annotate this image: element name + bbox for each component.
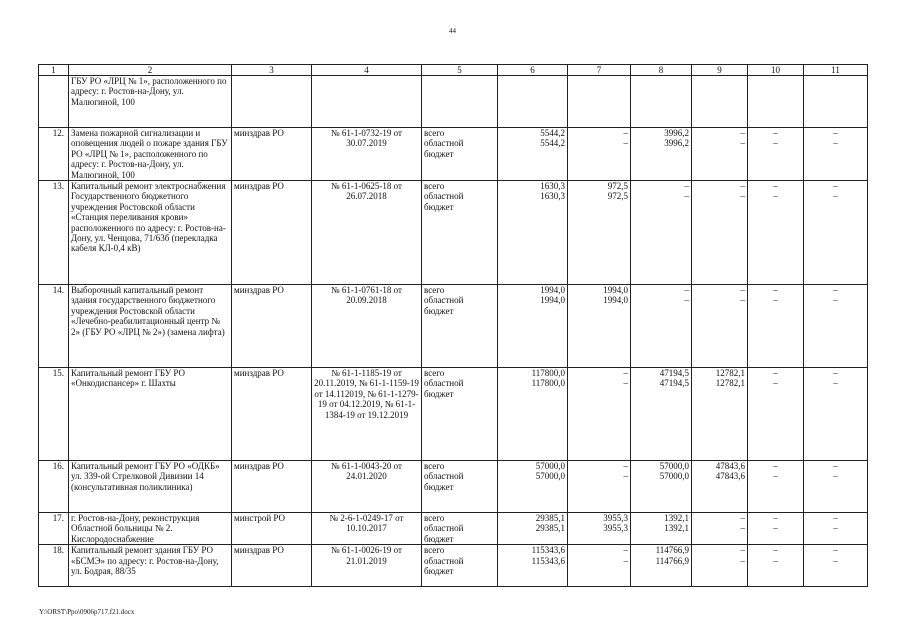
col7-amount-value: – xyxy=(623,128,628,138)
col6-amount-value: 117800,0 xyxy=(531,368,565,379)
col8-amount-value: 3996,2 xyxy=(664,138,689,149)
object-name: г. Ростов-на-Дону, реконструкция Областной больницы № 2. Кислородоснабжение xyxy=(69,513,232,545)
funding-source-value: всего xyxy=(424,368,445,379)
col6-amount-value: 5544,2 xyxy=(540,128,565,138)
col9-amount-value: – xyxy=(740,285,745,296)
col-header: 2 xyxy=(69,65,232,76)
col-header: 4 xyxy=(312,65,422,76)
col10-amount xyxy=(748,76,804,128)
col7-amount-value: 3955,3 xyxy=(603,523,628,534)
col10-amount-value: – xyxy=(773,191,778,202)
row-number: 13. xyxy=(39,181,69,285)
col9-amount xyxy=(692,513,748,545)
col8-amount xyxy=(631,128,692,181)
col10-amount-value: – xyxy=(773,513,778,524)
col8-amount-value: 114766,9 xyxy=(655,555,689,566)
col10-amount-value: – xyxy=(773,181,778,192)
customer xyxy=(232,76,312,128)
row-number: 18. xyxy=(39,545,69,587)
customer: минздрав РО xyxy=(232,368,312,461)
funding-source-value: областной бюджет xyxy=(424,555,464,577)
col9-amount-value: – xyxy=(740,523,745,534)
col8-amount-value: 3996,2 xyxy=(664,128,689,138)
col9-amount xyxy=(692,76,748,128)
col7-amount-value: – xyxy=(623,555,628,566)
col11-amount-value: – xyxy=(833,295,838,306)
col6-amount xyxy=(498,128,568,181)
object-name: ГБУ РО «ЛРЦ № 1», расположенного по адресу: г. Ростов-на-Дону, ул. Малюгиной, 100 xyxy=(69,76,232,128)
funding-source xyxy=(422,461,498,513)
col11-amount xyxy=(804,128,868,181)
table-row xyxy=(39,513,868,545)
col8-amount-value: – xyxy=(684,295,689,306)
funding-source-value: всего xyxy=(424,181,445,192)
col7-amount-value: – xyxy=(623,545,628,556)
col8-amount-value: 1392,1 xyxy=(664,523,689,534)
col8-amount xyxy=(631,513,692,545)
col7-amount xyxy=(568,368,631,461)
col8-amount-value: 57000,0 xyxy=(659,471,689,482)
col11-amount-value: – xyxy=(833,285,838,296)
col6-amount-value: 115343,6 xyxy=(531,555,565,566)
funding-source-value: всего xyxy=(424,513,445,524)
col6-amount-value: 117800,0 xyxy=(531,378,565,389)
col10-amount-value: – xyxy=(773,555,778,566)
object-name: Замена пожарной сигнализации и оповещения людей о пожаре здания ГБУ РО «ЛРЦ № 1», расположенного по адресу: г. Ростов-на-Дону, ул. Малюгиной, 100 xyxy=(69,128,232,181)
column-number-row xyxy=(39,65,868,76)
col9-amount-value: – xyxy=(740,128,745,138)
col11-amount xyxy=(804,76,868,128)
col10-amount xyxy=(748,513,804,545)
col-header: 8 xyxy=(631,65,692,76)
col9-amount xyxy=(692,128,748,181)
col10-amount xyxy=(748,368,804,461)
col7-amount-value: 972,5 xyxy=(607,191,628,202)
col7-amount xyxy=(568,545,631,587)
col10-amount-value: – xyxy=(773,128,778,138)
col-header: 3 xyxy=(232,65,312,76)
col6-amount-value: 1630,3 xyxy=(540,181,565,192)
col8-amount-value: 1392,1 xyxy=(664,513,689,524)
col10-amount-value: – xyxy=(773,461,778,472)
document-ref: № 61-1-1185-19 от 20.11.2019, № 61-1-1159-19 от 14.112019, № 61-1-1279-19 от 04.12.2019, № 61-1-1384-19 от 19.12.2019 xyxy=(312,368,422,461)
customer: минздрав РО xyxy=(232,128,312,181)
col8-amount xyxy=(631,461,692,513)
customer: минздрав РО xyxy=(232,545,312,587)
col7-amount xyxy=(568,285,631,368)
col-header: 5 xyxy=(422,65,498,76)
funding-source xyxy=(422,368,498,461)
object-name: Капитальный ремонт здания ГБУ РО «БСМЭ» по адресу: г. Ростов-на-Дону, ул. Бодрая, 88/35 xyxy=(69,545,232,587)
funding-source-value: всего xyxy=(424,461,445,472)
col11-amount xyxy=(804,513,868,545)
document-ref: № 61-1-0043-20 от 24.01.2020 xyxy=(312,461,422,513)
funding-source-value: областной бюджет xyxy=(424,378,464,399)
col7-amount-value: 1994,0 xyxy=(603,285,628,296)
col6-amount-value: 57000,0 xyxy=(535,471,565,482)
col8-amount-value: 47194,5 xyxy=(659,368,689,379)
col10-amount xyxy=(748,128,804,181)
object-name: Капитальный ремонт электроснабжения Государственного бюджетного учреждения Ростовской области «Станция переливания крови» расположенного по адресу: г. Ростов-на-Дону, ул. Ченцова, 71/63б (перекладка кабеля КЛ-0,4 кВ) xyxy=(69,181,232,285)
col8-amount-value: 47194,5 xyxy=(659,378,689,389)
customer: минздрав РО xyxy=(232,285,312,368)
col8-amount xyxy=(631,545,692,587)
col9-amount-value: 47843,6 xyxy=(715,461,745,472)
document-ref: № 61-1-0761-18 от 20.09.2018 xyxy=(312,285,422,368)
col8-amount-value: – xyxy=(684,285,689,296)
col10-amount-value: – xyxy=(773,471,778,482)
funding-source xyxy=(422,181,498,285)
funding-source xyxy=(422,76,498,128)
col6-amount-value: 29385,1 xyxy=(535,513,565,524)
object-name: Выборочный капитальный ремонт здания государственного бюджетного учреждения Ростовской области «Лечебно-реабилитационный центр № 2» (ГБУ РО «ЛРЦ № 2») (замена лифта) xyxy=(69,285,232,368)
col6-amount xyxy=(498,461,568,513)
col9-amount xyxy=(692,181,748,285)
document-ref xyxy=(312,76,422,128)
col8-amount-value: – xyxy=(684,191,689,202)
row-number: 16. xyxy=(39,461,69,513)
row-number: 12. xyxy=(39,128,69,181)
col11-amount xyxy=(804,461,868,513)
footer-file-path: Y:\ORST\Ppo\0906p717.f21.docx xyxy=(39,608,135,616)
col11-amount-value: – xyxy=(833,181,838,192)
col-header: 7 xyxy=(568,65,631,76)
col10-amount-value: – xyxy=(773,545,778,556)
col7-amount-value: – xyxy=(623,471,628,482)
col11-amount-value: – xyxy=(833,191,838,202)
col9-amount-value: – xyxy=(740,555,745,566)
funding-source-value: областной бюджет xyxy=(424,295,464,316)
col7-amount-value: – xyxy=(623,461,628,472)
col7-amount xyxy=(568,513,631,545)
col7-amount-value: – xyxy=(623,138,628,149)
col-header: 9 xyxy=(692,65,748,76)
col6-amount-value: 1994,0 xyxy=(540,295,565,306)
col10-amount-value: – xyxy=(773,378,778,389)
col9-amount-value: 47843,6 xyxy=(715,471,745,482)
col6-amount-value: 1994,0 xyxy=(540,285,565,296)
col11-amount xyxy=(804,545,868,587)
col7-amount-value: – xyxy=(623,378,628,389)
customer: минстрой РО xyxy=(232,513,312,545)
funding-source xyxy=(422,513,498,545)
col10-amount-value: – xyxy=(773,523,778,534)
object-name: Капитальный ремонт ГБУ РО «ОДКБ» ул. 339-ой Стрелковой Дивизии 14 (консультативная поликлиника) xyxy=(69,461,232,513)
col11-amount xyxy=(804,285,868,368)
col8-amount xyxy=(631,76,692,128)
col6-amount xyxy=(498,76,568,128)
customer: минздрав РО xyxy=(232,181,312,285)
col10-amount-value: – xyxy=(773,295,778,306)
col9-amount-value: – xyxy=(740,138,745,149)
col7-amount xyxy=(568,76,631,128)
document-ref: № 2-6-1-0249-17 от 10.10.2017 xyxy=(312,513,422,545)
col9-amount xyxy=(692,545,748,587)
col6-amount xyxy=(498,368,568,461)
funding-source-value: областной бюджет xyxy=(424,523,464,544)
col11-amount-value: – xyxy=(833,368,838,379)
funding-source-value: областной бюджет xyxy=(424,471,464,492)
col6-amount-value: 5544,2 xyxy=(540,138,565,149)
table-row xyxy=(39,181,868,285)
col7-amount xyxy=(568,181,631,285)
col11-amount-value: – xyxy=(833,513,838,524)
col7-amount-value: – xyxy=(623,368,628,379)
funding-source xyxy=(422,128,498,181)
col11-amount-value: – xyxy=(833,555,838,566)
col6-amount-value: 1630,3 xyxy=(540,191,565,202)
col6-amount xyxy=(498,513,568,545)
col9-amount-value: – xyxy=(740,191,745,202)
col10-amount-value: – xyxy=(773,138,778,149)
table-row xyxy=(39,368,868,461)
col6-amount-value: 57000,0 xyxy=(535,461,565,472)
col8-amount xyxy=(631,181,692,285)
col11-amount-value: – xyxy=(833,523,838,534)
funding-source-value: всего xyxy=(424,285,445,296)
customer: минздрав РО xyxy=(232,461,312,513)
col10-amount xyxy=(748,181,804,285)
row-number: 17. xyxy=(39,513,69,545)
col10-amount xyxy=(748,545,804,587)
investment-table xyxy=(38,64,868,587)
funding-source-value: всего xyxy=(424,128,445,138)
col7-amount-value: 972,5 xyxy=(607,181,628,192)
col9-amount xyxy=(692,285,748,368)
table-row xyxy=(39,128,868,181)
col6-amount xyxy=(498,181,568,285)
funding-source-value: всего xyxy=(424,545,445,556)
col10-amount xyxy=(748,285,804,368)
col9-amount-value: – xyxy=(740,295,745,306)
col8-amount-value: – xyxy=(684,181,689,192)
col11-amount-value: – xyxy=(833,545,838,556)
col10-amount-value: – xyxy=(773,285,778,296)
col9-amount xyxy=(692,461,748,513)
col9-amount xyxy=(692,368,748,461)
col11-amount-value: – xyxy=(833,471,838,482)
col8-amount xyxy=(631,368,692,461)
col7-amount-value: 3955,3 xyxy=(603,513,628,524)
col9-amount-value: 12782,1 xyxy=(715,378,745,389)
object-name: Капитальный ремонт ГБУ РО «Онкодиспансер» г. Шахты xyxy=(69,368,232,461)
col8-amount-value: 114766,9 xyxy=(655,545,689,556)
col10-amount-value: – xyxy=(773,368,778,379)
funding-source-value: областной бюджет xyxy=(424,191,464,212)
row-number: 14. xyxy=(39,285,69,368)
col6-amount-value: 115343,6 xyxy=(531,545,565,556)
col-header: 10 xyxy=(748,65,804,76)
table-row xyxy=(39,545,868,587)
table-row xyxy=(39,461,868,513)
col9-amount-value: – xyxy=(740,513,745,524)
col8-amount xyxy=(631,285,692,368)
col-header: 6 xyxy=(498,65,568,76)
col11-amount-value: – xyxy=(833,378,838,389)
col11-amount-value: – xyxy=(833,138,838,149)
funding-source xyxy=(422,545,498,587)
col6-amount xyxy=(498,545,568,587)
document-ref: № 61-1-0026-19 от 21.01.2019 xyxy=(312,545,422,587)
row-number: 15. xyxy=(39,368,69,461)
col9-amount-value: 12782,1 xyxy=(715,368,745,379)
page-number: 44 xyxy=(449,27,456,35)
document-ref: № 61-1-0625-18 от 26.07.2018 xyxy=(312,181,422,285)
col6-amount xyxy=(498,285,568,368)
col11-amount xyxy=(804,368,868,461)
col10-amount xyxy=(748,461,804,513)
col9-amount-value: – xyxy=(740,545,745,556)
col9-amount-value: – xyxy=(740,181,745,192)
funding-source xyxy=(422,285,498,368)
table-row xyxy=(39,285,868,368)
funding-source-value: областной бюджет xyxy=(424,138,464,159)
col-header: 11 xyxy=(804,65,868,76)
col11-amount xyxy=(804,181,868,285)
col8-amount-value: 57000,0 xyxy=(659,461,689,472)
table-row xyxy=(39,76,868,128)
col-header: 1 xyxy=(39,65,69,76)
col7-amount xyxy=(568,128,631,181)
col6-amount-value: 29385,1 xyxy=(535,523,565,534)
document-ref: № 61-1-0732-19 от 30.07.2019 xyxy=(312,128,422,181)
col11-amount-value: – xyxy=(833,128,838,138)
col11-amount-value: – xyxy=(833,461,838,472)
col7-amount xyxy=(568,461,631,513)
col7-amount-value: 1994,0 xyxy=(603,295,628,306)
row-number xyxy=(39,76,69,128)
